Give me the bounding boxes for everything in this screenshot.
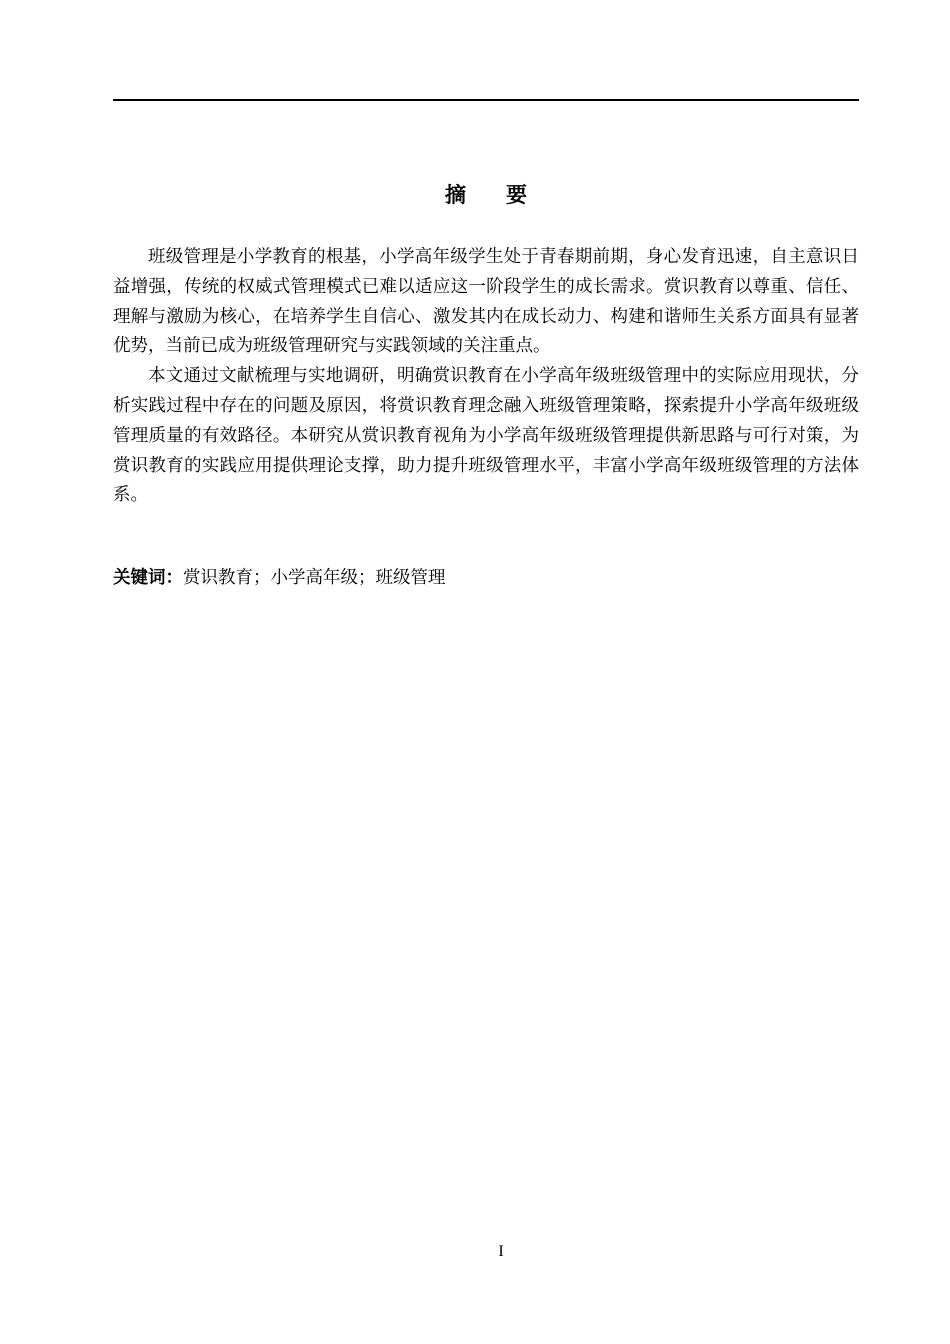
abstract-paragraph: 班级管理是小学教育的根基，小学高年级学生处于青春期前期，身心发育迅速，自主意识日益增强，传统的权威式管理模式已难以适应这一阶段学生的成长需求。赏识教育以尊重、信任、理解与激励为核心，在培养学生自信心、激发其内在成长动力、构建和谐师生关系方面具有显著优势，当前已成为班级管理研究与实践领域的关注重点。	[113, 247, 859, 357]
abstract-body	[113, 243, 859, 511]
abstract-paragraph: 本文通过文献梳理与实地调研，明确赏识教育在小学高年级班级管理中的实际应用现状，分析实践过程中存在的问题及原因，将赏识教育理念融入班级管理策略，探索提升小学高年级班级管理质量的有效路径。本研究从赏识教育视角为小学高年级班级管理提供新思路与可行对策，为赏识教育的实践应用提供理论支撑，助力提升班级管理水平，丰富小学高年级班级管理的方法体系。	[113, 366, 859, 506]
keywords-line	[113, 564, 859, 594]
header-rule	[113, 99, 859, 101]
page-number: I	[498, 1243, 504, 1260]
keywords-label: 关键词：	[113, 568, 183, 588]
keywords-value: 赏识教育；小学高年级；班级管理	[183, 568, 446, 588]
page-title: 摘要	[445, 183, 567, 207]
